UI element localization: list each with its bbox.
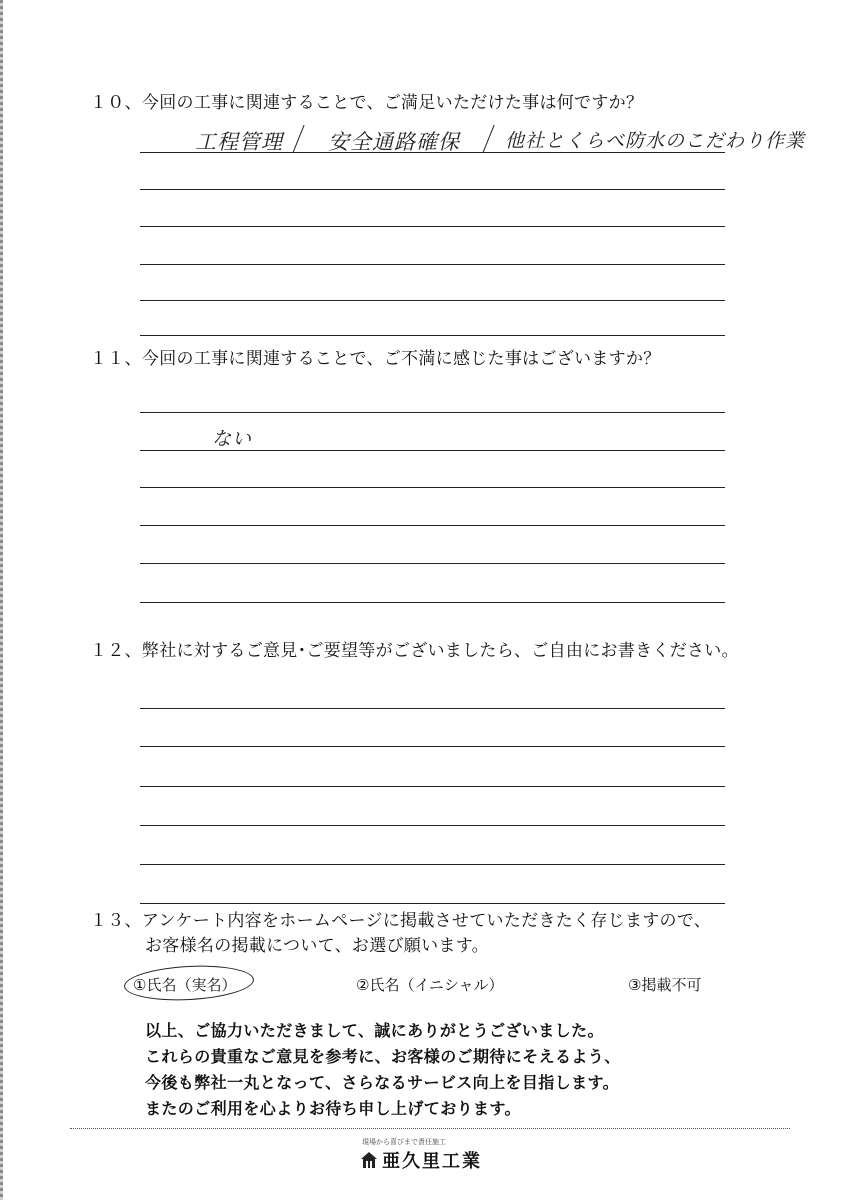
- q10-answer-line: [140, 264, 725, 265]
- closing-line-3: 今後も弊社一丸となって、さらなるサービス向上を目指します。: [145, 1073, 620, 1092]
- company-logo: [360, 1147, 482, 1173]
- handwritten-slash: [292, 125, 304, 153]
- question-12: １２、弊社に対するご意見･ご要望等がございましたら、ご自由にお書きください。: [90, 641, 739, 661]
- footer-tagline: 現場から喜びまで責任施工: [362, 1138, 446, 1146]
- q10-answer-line: [140, 300, 725, 301]
- closing-line-2: これらの貴重なご意見を参考に、お客様のご期待にそえるよう、: [145, 1047, 621, 1066]
- q11-answer: ない: [212, 428, 253, 450]
- q11-answer-line: [140, 602, 725, 603]
- q11-answer-line: [140, 412, 725, 413]
- handwritten-slash: [482, 125, 494, 153]
- q12-answer-line: [140, 903, 725, 904]
- q10-answer-line: [140, 189, 725, 190]
- q10-answer-line: [140, 152, 725, 153]
- q10-answer-part-1: 工程管理: [195, 130, 283, 154]
- q12-answer-line: [140, 746, 725, 747]
- footer-divider: [70, 1128, 790, 1129]
- q12-answer-line: [140, 786, 725, 787]
- question-10: １０、今回の工事に関連することで、ご満足いただけた事は何ですか？: [90, 93, 644, 113]
- closing-line-4: またのご利用を心よりお待ち申し上げております。: [145, 1099, 521, 1118]
- question-13-line-2: お客様名の掲載について、お選び願います。: [145, 936, 489, 956]
- q11-answer-line: [140, 525, 725, 526]
- q10-answer-line: [140, 226, 725, 227]
- scan-edge: [0, 0, 3, 1200]
- q11-answer-line: [140, 487, 725, 488]
- house-logo-icon: [360, 1151, 378, 1169]
- q10-answer-line: [140, 335, 725, 336]
- q12-answer-line: [140, 825, 725, 826]
- q12-answer-line: [140, 708, 725, 709]
- option-no-publish[interactable]: ③掲載不可: [628, 976, 702, 994]
- q12-answer-line: [140, 864, 725, 865]
- q11-answer-line: [140, 563, 725, 564]
- option-real-name[interactable]: ①氏名（実名）: [133, 976, 237, 994]
- question-11: １１、今回の工事に関連することで、ご不満に感じた事はございますか？: [90, 349, 661, 369]
- q11-answer-line: [140, 450, 725, 451]
- q10-answer-part-3: 他社とくらべ防水のこだわり作業: [505, 130, 806, 152]
- option-initials[interactable]: ②氏名（イニシャル）: [356, 976, 504, 994]
- question-13: １３、アンケート内容をホームページに掲載させていただきたく存じますので、: [90, 911, 712, 931]
- company-name: 亜久里工業: [382, 1151, 482, 1172]
- closing-line-1: 以上、ご協力いただきまして、誠にありがとうございました。: [145, 1021, 604, 1040]
- q10-answer-part-2: 安全通路確保: [328, 130, 460, 154]
